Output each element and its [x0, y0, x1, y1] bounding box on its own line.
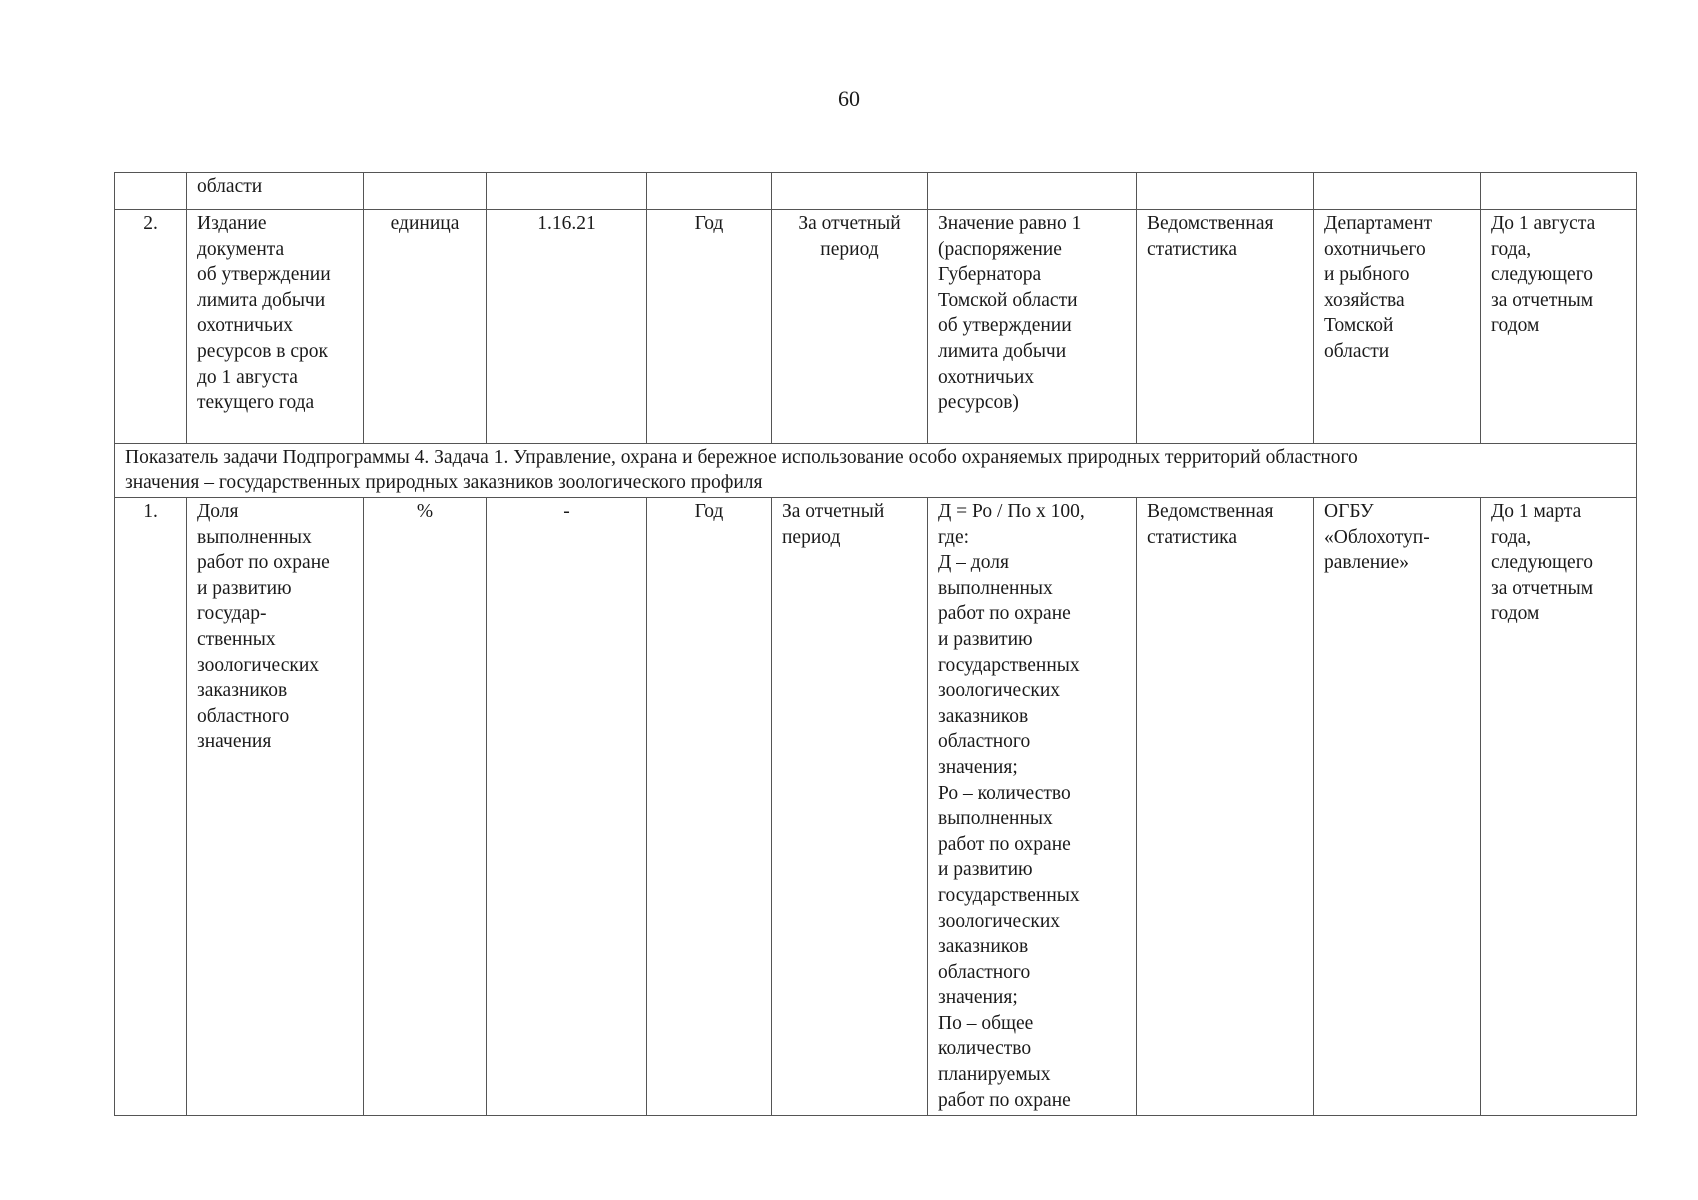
text-line: об утверждении [938, 315, 1072, 337]
cell-name: области [187, 173, 364, 210]
text-line: областного [938, 961, 1031, 983]
text-line: статистика [1147, 238, 1237, 260]
text-line: период [820, 238, 879, 260]
text-line: Губернатора [938, 264, 1042, 286]
text-line: Департамент [1324, 213, 1433, 234]
text-line: годом [1491, 603, 1540, 625]
cell-unit [364, 173, 487, 210]
text-line: Томской области [938, 289, 1078, 311]
text-line: До 1 марта [1491, 501, 1582, 522]
table-row-section-heading [115, 444, 1637, 498]
text-line: работ по охране [197, 552, 330, 574]
text-line: за отчетным [1491, 577, 1594, 599]
text-line: государ- [197, 603, 267, 625]
text-line: выполненных [197, 526, 312, 548]
cell-code: - [487, 498, 647, 1116]
text-line: Д = Ро / По х 100, [938, 501, 1085, 522]
text-line: Ро – количество [938, 782, 1071, 804]
text-line: количество [938, 1038, 1032, 1060]
text-line: ОГБУ [1324, 501, 1374, 522]
cell-unit: единица [364, 210, 487, 444]
cell-num: 2. [115, 210, 187, 444]
text-line: значения [197, 731, 272, 753]
text-line: заказников [197, 680, 288, 702]
cell-date [772, 498, 928, 1116]
text-line: государственных [938, 884, 1080, 906]
text-line: где: [938, 526, 970, 548]
cell-source [1137, 498, 1314, 1116]
text-line: заказников [938, 936, 1029, 958]
cell-period: Год [647, 498, 772, 1116]
text-line: (распоряжение [938, 238, 1062, 260]
text-line: текущего года [197, 392, 315, 414]
text-line: года, [1491, 238, 1532, 260]
cell-name [187, 498, 364, 1116]
table-row-share-of-works [115, 498, 1637, 1116]
cell-code [487, 173, 647, 210]
cell-source [1137, 210, 1314, 444]
section-heading [115, 444, 1637, 498]
text-line: Показатель задачи Подпрограммы 4. Задача 1. Управление, охрана и бережное использование особо охраняемых природных территорий областного [125, 447, 1358, 468]
text-line: статистика [1147, 526, 1237, 548]
text-line: следующего [1491, 264, 1593, 286]
text-line: лимита добычи [197, 289, 326, 311]
cell-formula [928, 210, 1137, 444]
text-line: лимита добычи [938, 340, 1067, 362]
text-line: заказников [938, 705, 1029, 727]
text-line: Томской [1324, 315, 1394, 337]
text-line: и развитию [938, 628, 1033, 650]
text-line: и рыбного [1324, 264, 1410, 286]
text-line: года, [1491, 526, 1532, 548]
cell-formula [928, 173, 1137, 210]
text-line: По – общее [938, 1012, 1034, 1034]
cell-responsible [1314, 210, 1481, 444]
text-line: государственных [938, 654, 1080, 676]
table-row-document-issue [115, 210, 1637, 444]
text-line: об утверждении [197, 264, 331, 286]
cell-name [187, 210, 364, 444]
cell-formula [928, 498, 1137, 1116]
text-line: зоологических [938, 910, 1061, 932]
page-number: 60 [838, 86, 860, 111]
cell-responsible [1314, 498, 1481, 1116]
text-line: значения – государственных природных заказников зоологического профиля [125, 472, 763, 493]
text-line: выполненных [938, 808, 1053, 830]
text-line: охотничьих [197, 315, 294, 337]
text-line: планируемых [938, 1064, 1051, 1086]
text-line: ственных [197, 628, 276, 650]
text-line: до 1 августа [197, 366, 298, 388]
cell-num: 1. [115, 498, 187, 1116]
text-line: работ по охране [938, 833, 1071, 855]
text-line: Д – доля [938, 552, 1009, 574]
indicators-table [114, 172, 1637, 1116]
cell-deadline [1481, 498, 1637, 1116]
text-line: Ведомственная [1147, 501, 1274, 522]
cell-deadline [1481, 210, 1637, 444]
cell-date [772, 173, 928, 210]
cell-period [647, 173, 772, 210]
text-line: выполненных [938, 577, 1053, 599]
text-line: период [782, 526, 841, 548]
text-line: Ведомственная [1147, 213, 1274, 234]
text-line: охотничьего [1324, 238, 1426, 260]
text-line: областного [197, 705, 290, 727]
text-line: хозяйства [1324, 289, 1405, 311]
text-line: «Облохотуп- [1324, 526, 1430, 548]
text-line: области [1324, 340, 1390, 362]
text-line: За отчетный [782, 501, 885, 522]
cell-source [1137, 173, 1314, 210]
cell-date [772, 210, 928, 444]
text-line: ресурсов в срок [197, 340, 328, 362]
cell-unit: % [364, 498, 487, 1116]
text-line: Значение равно 1 [938, 213, 1082, 234]
text-line: зоологических [938, 680, 1061, 702]
text-line: документа [197, 238, 285, 260]
cell-period: Год [647, 210, 772, 444]
text-line: Издание [197, 213, 267, 234]
text-line: работ по охране [938, 603, 1071, 625]
text-line: годом [1491, 315, 1540, 337]
text-line: охотничьих [938, 366, 1035, 388]
text-line: значения; [938, 987, 1018, 1009]
cell-num [115, 173, 187, 210]
text-line: и развитию [938, 859, 1033, 881]
text-line: Доля [197, 501, 239, 522]
text-line: За отчетный [798, 213, 901, 234]
text-line: До 1 августа [1491, 213, 1596, 234]
text-line: значения; [938, 756, 1018, 778]
text-line: и развитию [197, 577, 292, 599]
cell-code: 1.16.21 [487, 210, 647, 444]
text-line: зоологических [197, 654, 320, 676]
text-line: работ по охране [938, 1089, 1071, 1111]
table-row-continuation [115, 173, 1637, 210]
cell-responsible [1314, 173, 1481, 210]
text-line: за отчетным [1491, 289, 1594, 311]
text-line: ресурсов) [938, 392, 1019, 414]
text-line: равление» [1324, 552, 1410, 574]
text-line: областного [938, 731, 1031, 753]
cell-deadline [1481, 173, 1637, 210]
text-line: следующего [1491, 552, 1593, 574]
